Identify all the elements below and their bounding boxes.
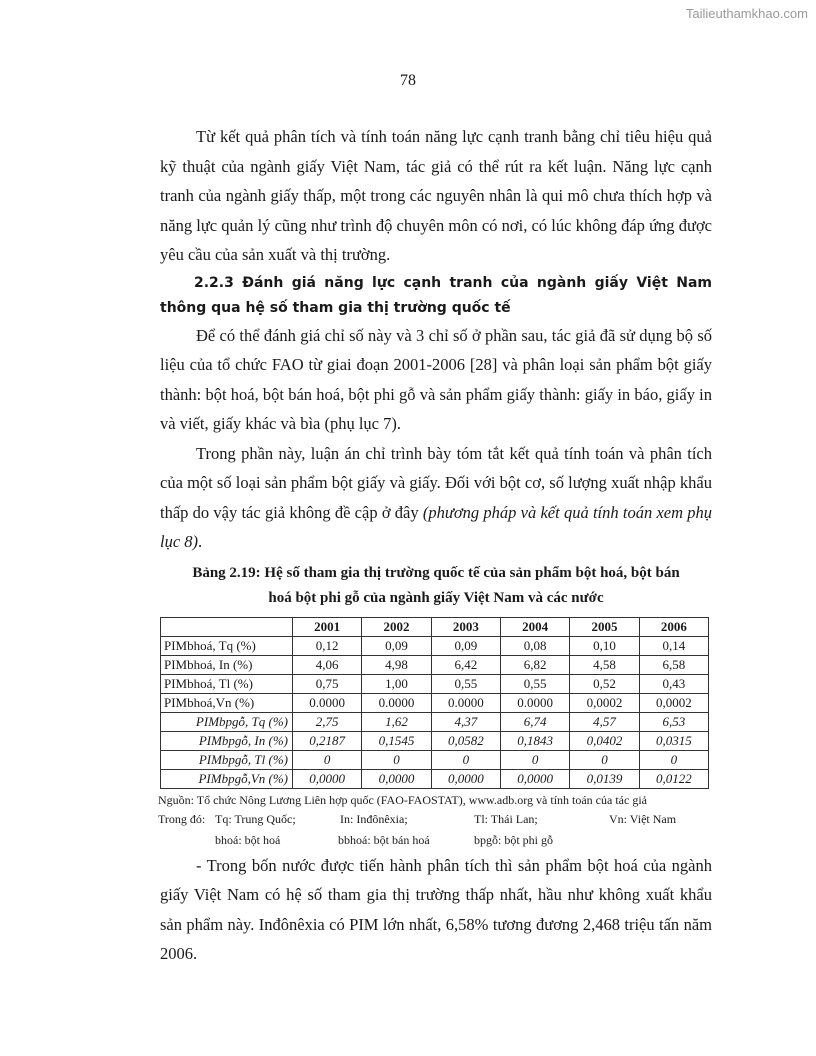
table-cell: 6,74 <box>500 712 569 731</box>
row-label: PIMbpgỗ, Tq (%) <box>161 712 293 731</box>
header-cell-2004: 2004 <box>500 617 569 636</box>
table-cell: 4,57 <box>570 712 639 731</box>
table-cell: 0,0122 <box>639 769 708 788</box>
header-cell-2001: 2001 <box>293 617 362 636</box>
table-cell: 0.0000 <box>293 693 362 712</box>
table-cell: 6,42 <box>431 655 500 674</box>
table-cell: 0.0000 <box>500 693 569 712</box>
table-cell: 0,12 <box>293 636 362 655</box>
table-cell: 0 <box>293 750 362 769</box>
table-cell: 6,53 <box>639 712 708 731</box>
table-cell: 1,00 <box>362 674 431 693</box>
paragraph-scope-italic: (phương pháp và kết quả tính toán xem phụ lục 8) <box>160 502 713 551</box>
paragraph-data-source: Để có thể đánh giá chỉ số này và 3 chỉ số ở phần sau, tác giả đã sử dụng bộ số liệu của tổ chức FAO từ giai đoạn 2001-2006 [28] và phân loại sản phẩm bột giấy thành: bột hoá, bột bán hoá, bột phi gỗ và sản phẩm giấy thành: giấy in báo, giấy in và viết, giấy khác và bìa (phụ lục 7). <box>160 325 712 433</box>
table-row <box>161 769 709 788</box>
legend-vn: Vn: Việt Nam <box>609 811 677 826</box>
paragraph-analysis: - Trong bốn nước được tiến hành phân tích thì sản phẩm bột hoá của ngành giấy Việt Nam có hệ số tham gia thị trường thấp nhất, hầu như không xuất khẩu sản phẩm này. Inđônêxia có PIM lớn nhất, 6,58% tương đương 2,468 triệu tấn năm 2006. <box>160 855 712 963</box>
header-cell-blank <box>161 617 293 636</box>
table-cell: 0,1545 <box>362 731 431 750</box>
table-cell: 0,43 <box>639 674 708 693</box>
table-cell: 0,55 <box>431 674 500 693</box>
table-cell: 0,14 <box>639 636 708 655</box>
legend-prefix: Trong đó: <box>158 811 206 826</box>
header-cell-2002: 2002 <box>362 617 431 636</box>
page-content <box>160 122 712 969</box>
paragraph-scope-end: . <box>198 532 203 551</box>
section-title: Đánh giá năng lực cạnh tranh của ngành giấy Việt Nam thông qua hệ số tham gia thị trường quốc tế <box>160 274 713 316</box>
table-cell: 0,1843 <box>500 731 569 750</box>
section-number: 2.2.3 <box>194 274 234 291</box>
section-heading <box>160 271 712 321</box>
table-cell: 0,0000 <box>362 769 431 788</box>
row-label: PIMbpgỗ,Vn (%) <box>161 769 293 788</box>
table-legend <box>158 809 712 851</box>
table-caption-line2: hoá bột phi gỗ của ngành giấy Việt Nam và các nước <box>268 589 604 606</box>
table-row <box>161 693 709 712</box>
table-cell: 2,75 <box>293 712 362 731</box>
table-header-row <box>161 617 709 636</box>
table-cell: 4,58 <box>570 655 639 674</box>
table-cell: 0,0402 <box>570 731 639 750</box>
row-label: PIMbhoá, In (%) <box>161 655 293 674</box>
table-cell: 0,0000 <box>500 769 569 788</box>
header-cell-2006: 2006 <box>639 617 708 636</box>
legend-tl: Tl: Thái Lan; <box>474 811 538 826</box>
table-cell: 0,75 <box>293 674 362 693</box>
table-cell: 4,06 <box>293 655 362 674</box>
table-cell: 0,2187 <box>293 731 362 750</box>
table-cell: 6,82 <box>500 655 569 674</box>
table-cell: 0,09 <box>431 636 500 655</box>
table-cell: 0 <box>500 750 569 769</box>
table-row <box>161 636 709 655</box>
table-row <box>161 731 709 750</box>
table-cell: 1,62 <box>362 712 431 731</box>
table-cell: 0 <box>431 750 500 769</box>
legend-in: In: Inđônêxia; <box>340 811 408 826</box>
table-row <box>161 750 709 769</box>
table-cell: 0,10 <box>570 636 639 655</box>
row-label: PIMbpgỗ, Tl (%) <box>161 750 293 769</box>
table-cell: 4,37 <box>431 712 500 731</box>
paragraph-scope-text: Trong phần này, luận án chỉ trình bày tóm tắt kết quả tính toán và phân tích của một số loại sản phẩm bột giấy và giấy. Đối với bột cơ, số lượng xuất nhập khẩu thấp do vậy tác giả không đề cập ở đây <box>160 443 712 522</box>
table-cell: 0,0139 <box>570 769 639 788</box>
table-cell: 0 <box>362 750 431 769</box>
table-cell: 0.0000 <box>431 693 500 712</box>
row-label: PIMbhoá, Tl (%) <box>161 674 293 693</box>
legend-bhoa: bhoá: bột hoá <box>215 832 281 847</box>
pim-table <box>160 617 709 789</box>
table-cell: 0 <box>570 750 639 769</box>
row-label: PIMbhoá, Tq (%) <box>161 636 293 655</box>
intro-paragraph: Từ kết quả phân tích và tính toán năng lực cạnh tranh bằng chỉ tiêu hiệu quả kỹ thuật của ngành giấy Việt Nam, tác giả có thể rút ra kết luận. Năng lực cạnh tranh của ngành giấy thấp, một trong các nguyên nhân là qui mô chưa thích hợp và năng lực quản lý cũng như trình độ chuyên môn có nơi, có lúc không đáp ứng được yêu cầu của sản xuất và thị trường. <box>160 127 712 264</box>
table-cell: 0,52 <box>570 674 639 693</box>
legend-bpgo: bpgỗ: bột phi gỗ <box>474 832 554 847</box>
table-row <box>161 712 709 731</box>
legend-tq: Tq: Trung Quốc; <box>215 811 296 826</box>
table-row <box>161 674 709 693</box>
page-number: 78 <box>400 72 416 89</box>
table-cell: 0,55 <box>500 674 569 693</box>
table-row <box>161 655 709 674</box>
table-cell: 0 <box>639 750 708 769</box>
table-cell: 0,0000 <box>431 769 500 788</box>
table-cell: 0,0582 <box>431 731 500 750</box>
table-cell: 0,0000 <box>293 769 362 788</box>
row-label: PIMbhoá,Vn (%) <box>161 693 293 712</box>
table-cell: 0,08 <box>500 636 569 655</box>
legend-bbhoa: bbhoá: bột bán hoá <box>338 832 430 847</box>
table-cell: 0,0315 <box>639 731 708 750</box>
table-cell: 4,98 <box>362 655 431 674</box>
table-cell: 0,09 <box>362 636 431 655</box>
header-cell-2005: 2005 <box>570 617 639 636</box>
header-cell-2003: 2003 <box>431 617 500 636</box>
paragraph-scope <box>160 439 712 557</box>
table-cell: 0.0000 <box>362 693 431 712</box>
table-cell: 0,0002 <box>639 693 708 712</box>
table-caption-line1: Bảng 2.19: Hệ số tham gia thị trường quốc tế của sản phẩm bột hoá, bột bán <box>192 564 680 581</box>
watermark: Tailieuthamkhao.com <box>685 6 808 21</box>
table-cell: 6,58 <box>639 655 708 674</box>
table-caption <box>160 561 712 611</box>
table-cell: 0,0002 <box>570 693 639 712</box>
table-source-note: Nguồn: Tổ chức Nông Lương Liên hợp quốc (FAO-FAOSTAT), www.adb.org và tính toán của tác giả <box>158 792 647 807</box>
row-label: PIMbpgỗ, In (%) <box>161 731 293 750</box>
